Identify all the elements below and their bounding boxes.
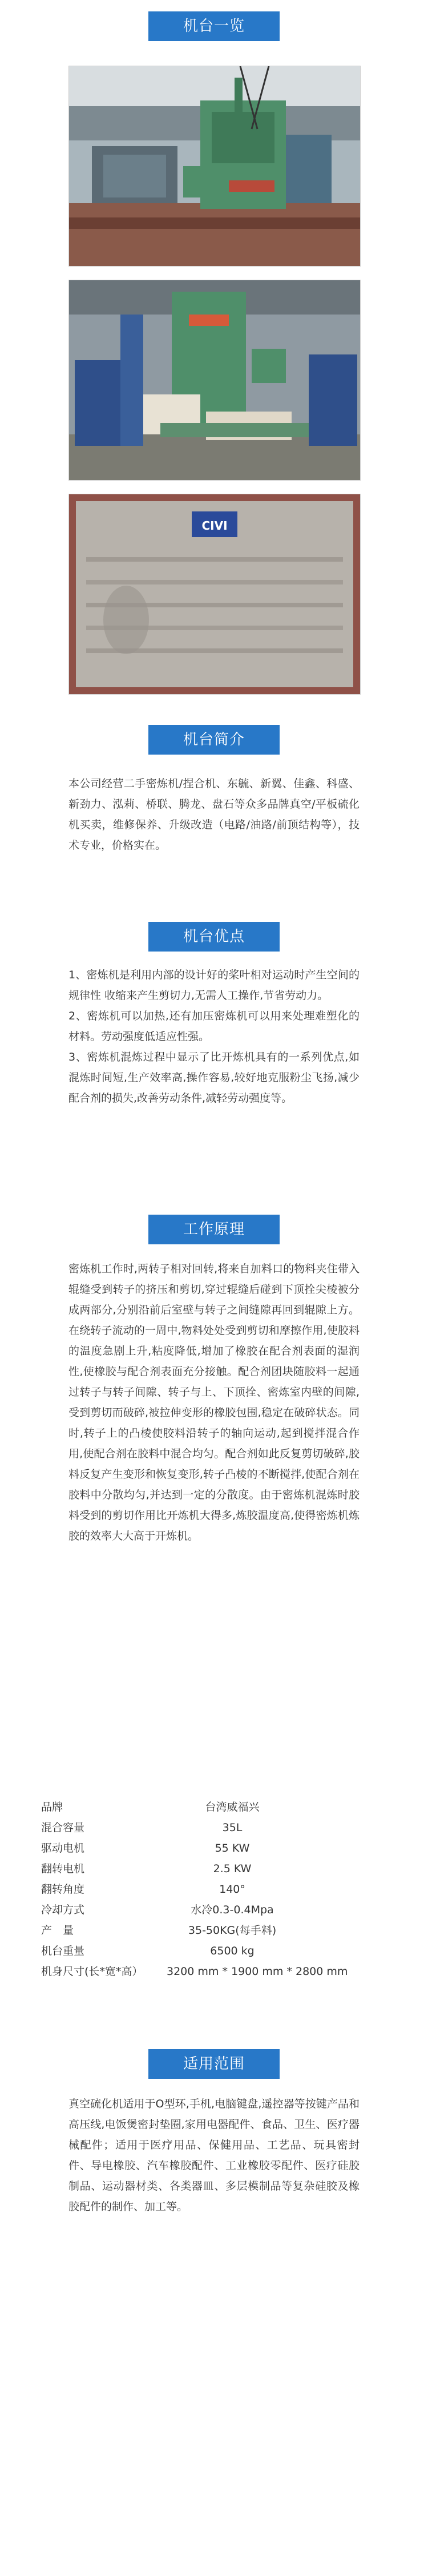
spec-row <box>41 1797 395 1817</box>
machine-photo-1 <box>68 66 361 267</box>
spec-value: 6500 kg <box>210 1945 255 1957</box>
spec-value: 台湾威福兴 <box>205 1801 260 1813</box>
spec-table <box>41 1797 395 1982</box>
spec-label: 机身尺寸(长*宽*高） <box>41 1965 143 1978</box>
section-title-scope: 适用范围 <box>148 2049 280 2079</box>
section-title-principle: 工作原理 <box>148 1215 280 1244</box>
spec-row <box>41 1838 395 1859</box>
spec-row <box>41 1961 395 1982</box>
advantage-item-3: 3、密炼机混炼过程中显示了比开炼机具有的一系列优点,如混炼时间短,生产效率高,操作容易,较好地克服粉尘飞扬,减少配合剂的损失,改善劳动条件,减轻劳动强度等。 <box>68 1051 360 1104</box>
spec-label: 翻转角度 <box>41 1883 85 1896</box>
principle-paragraph: 密炼机工作时,两转子相对回转,将来自加料口的物料夹住带入辊缝受到转子的挤压和剪切,穿过辊缝后碰到下顶拴尖棱被分成两部分,分别沿前后室壁与转子之间缝隙再回到辊隙上方。在绕转子流动的一周中,物料处处受到剪切和摩擦作用,使胶料的温度急剧上升,粘度降低,增加了橡胶在配合剂表面的湿润性,使橡胶与配合剂表面充分接触。配合剂团块随胶料一起通过转子与转子间隙、转子与上、下顶拴、密炼室内壁的间隙,受到剪切而破碎,被拉伸变形的橡胶包围,稳定在破碎状态。同时,转子上的凸棱使胶料沿转子的轴向运动,起到搅拌混合作用,使配合剂在胶料中混合均匀。配合剂如此反复剪切破碎,胶料反复产生变形和恢复变形,转子凸棱的不断搅拌,使配合剂在胶料中分散均匀,并达到一定的分散度。由于密炼机混炼时胶料受到的剪切作用比开炼机大得多,炼胶温度高,使得密炼机炼胶的效率大大高于开炼机。 <box>68 1263 360 1542</box>
spec-label: 翻转电机 <box>41 1863 85 1875</box>
nameplate-brand-text: CIVI <box>201 519 228 533</box>
advantages-list <box>68 965 360 1108</box>
spec-row <box>41 1817 395 1838</box>
spec-value: 55 KW <box>215 1842 250 1855</box>
spec-value: 水冷0.3-0.4Mpa <box>191 1904 274 1916</box>
nameplate-photo <box>68 494 361 695</box>
spec-label: 产 量 <box>41 1924 74 1937</box>
spec-label: 机台重量 <box>41 1945 85 1957</box>
spec-value: 35L <box>222 1821 243 1834</box>
spec-row <box>41 1941 395 1961</box>
spec-row <box>41 1920 395 1941</box>
spec-value: 140° <box>219 1883 245 1896</box>
intro-paragraph: 本公司经营二手密炼机/捏合机、东毓、新翼、佳鑫、科盛、新劲力、泓莉、桥联、腾龙、盘石等众多品牌真空/平板硫化机买卖，维修保养、升级改造（电路/油路/前顶结构等），技术专业，价格实在。 <box>68 777 360 852</box>
spec-value: 2.5 KW <box>213 1863 252 1875</box>
spec-label: 冷却方式 <box>41 1904 85 1916</box>
spec-row <box>41 1879 395 1900</box>
spec-label: 混合容量 <box>41 1821 85 1834</box>
machine-photo-2 <box>68 280 361 481</box>
scope-paragraph: 真空硫化机适用于O型环,手机,电脑键盘,遥控器等按键产品和高压线,电饭煲密封垫圈,家用电器配件、食品、卫生、医疗器械配件；适用于医疗用品、保健用品、工艺品、玩具密封件、导电橡胶、汽车橡胶配件、工业橡胶零配件、医疗硅胶制品、运动器材类、各类器皿、多层模制品等复杂硅胶及橡胶配件的制作、加工等。 <box>68 2098 360 2213</box>
section-title-overview: 机台一览 <box>148 11 280 41</box>
advantage-item-2: 2、密炼机可以加热,还有加压密炼机可以用来处理难塑化的材料。劳动强度低适应性强。 <box>68 1010 360 1043</box>
spec-label: 驱动电机 <box>41 1842 85 1855</box>
spec-value: 35-50KG(每手料) <box>188 1924 277 1937</box>
section-title-intro: 机台简介 <box>148 725 280 755</box>
spec-row <box>41 1859 395 1879</box>
spec-row <box>41 1900 395 1920</box>
spec-label: 品牌 <box>41 1801 63 1813</box>
spec-value: 3200 mm * 1900 mm * 2800 mm <box>167 1965 348 1978</box>
advantage-item-1: 1、密炼机是利用内部的设计好的桨叶相对运动时产生空间的规律性 收缩来产生剪切力,无需人工操作,节省劳动力。 <box>68 969 360 1002</box>
section-title-advantages: 机台优点 <box>148 922 280 952</box>
